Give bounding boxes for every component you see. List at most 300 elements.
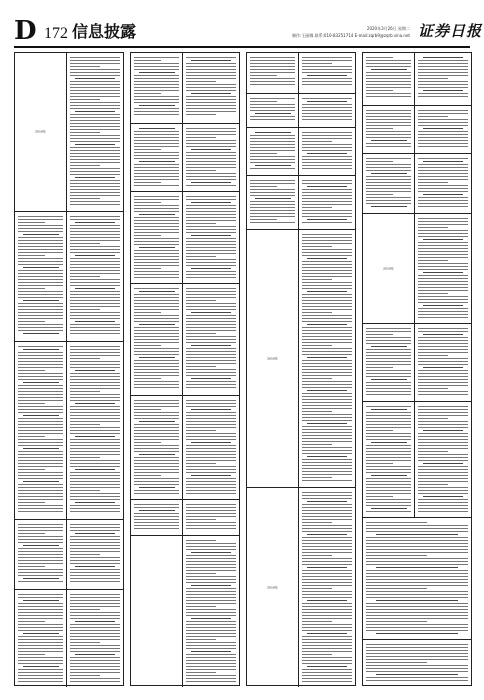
text-line bbox=[134, 81, 179, 82]
text-line bbox=[366, 549, 468, 550]
table-cell-content bbox=[299, 94, 355, 127]
text-line bbox=[191, 235, 231, 236]
text-line bbox=[250, 110, 295, 111]
text-line bbox=[134, 211, 179, 212]
text-line bbox=[366, 349, 411, 350]
text-line bbox=[302, 78, 352, 79]
text-line bbox=[134, 406, 179, 407]
text-line bbox=[18, 505, 63, 506]
text-line bbox=[302, 654, 332, 655]
text-line bbox=[134, 114, 179, 115]
text-line bbox=[366, 505, 411, 506]
text-line bbox=[302, 609, 352, 610]
text-line bbox=[423, 272, 463, 273]
text-line bbox=[366, 615, 468, 616]
text-line bbox=[18, 527, 63, 528]
text-line bbox=[302, 417, 352, 418]
text-line bbox=[134, 354, 179, 355]
text-line bbox=[302, 459, 352, 460]
text-line bbox=[307, 501, 347, 502]
text-line bbox=[134, 448, 179, 449]
text-line bbox=[418, 182, 448, 183]
text-line bbox=[134, 226, 179, 227]
text-line bbox=[134, 87, 179, 88]
text-line bbox=[418, 218, 468, 219]
text-line bbox=[18, 318, 63, 319]
text-line bbox=[186, 170, 216, 171]
text-line bbox=[18, 439, 63, 440]
text-line bbox=[418, 78, 448, 79]
text-line bbox=[366, 391, 411, 392]
table-row bbox=[363, 213, 471, 323]
text-line bbox=[186, 381, 236, 382]
text-line bbox=[18, 291, 63, 292]
text-line bbox=[418, 448, 468, 449]
text-line bbox=[70, 258, 120, 259]
text-line bbox=[186, 167, 236, 168]
table-row bbox=[363, 153, 471, 213]
text-line bbox=[134, 164, 179, 165]
text-line bbox=[18, 533, 45, 534]
text-line bbox=[302, 294, 352, 295]
text-line bbox=[70, 192, 120, 193]
text-line bbox=[366, 96, 411, 97]
text-line bbox=[418, 502, 468, 503]
text-line bbox=[18, 346, 63, 347]
text-line bbox=[70, 219, 120, 220]
column-4 bbox=[362, 52, 472, 686]
text-line bbox=[366, 552, 468, 553]
text-line bbox=[302, 672, 352, 673]
text-line bbox=[418, 505, 468, 506]
text-line bbox=[70, 84, 120, 85]
text-line bbox=[70, 216, 120, 217]
text-line bbox=[302, 471, 352, 472]
text-line bbox=[18, 385, 63, 386]
text-line bbox=[371, 508, 407, 509]
text-line bbox=[366, 421, 411, 422]
table-cell-label bbox=[363, 214, 415, 323]
text-line bbox=[18, 273, 63, 274]
text-line bbox=[366, 66, 411, 67]
text-line bbox=[75, 436, 115, 437]
text-line bbox=[18, 678, 63, 679]
text-line bbox=[418, 406, 468, 407]
text-line bbox=[302, 351, 352, 352]
text-line bbox=[302, 537, 352, 538]
text-line bbox=[423, 128, 463, 129]
text-line bbox=[250, 207, 295, 208]
column-2 bbox=[130, 52, 240, 686]
text-line bbox=[366, 469, 411, 470]
text-line bbox=[18, 554, 63, 555]
table-cell-label bbox=[247, 230, 299, 487]
text-line bbox=[186, 510, 236, 511]
text-line bbox=[186, 164, 236, 165]
text-line bbox=[302, 585, 352, 586]
text-line bbox=[70, 138, 120, 139]
text-line bbox=[366, 612, 468, 613]
text-line bbox=[302, 150, 352, 151]
text-line bbox=[23, 300, 59, 301]
text-line bbox=[70, 114, 120, 115]
text-line bbox=[302, 531, 352, 532]
text-line bbox=[18, 463, 63, 464]
text-line bbox=[366, 653, 468, 654]
contact-line: 制作:王丽娜 联系:010-83251714 E-mail:zqrb9@zqrb.sina.net bbox=[291, 33, 410, 38]
text-line bbox=[423, 194, 463, 195]
text-line bbox=[134, 60, 161, 61]
text-line bbox=[139, 161, 175, 162]
text-line bbox=[418, 343, 468, 344]
text-line bbox=[302, 303, 352, 304]
text-line bbox=[366, 573, 468, 574]
text-line bbox=[418, 170, 468, 171]
text-line bbox=[307, 456, 347, 457]
text-line bbox=[70, 511, 120, 512]
text-line bbox=[134, 445, 179, 446]
text-line bbox=[70, 126, 120, 127]
text-line bbox=[134, 327, 179, 328]
text-line bbox=[70, 560, 120, 561]
text-line bbox=[70, 487, 120, 488]
text-line bbox=[250, 75, 277, 76]
text-line bbox=[134, 93, 161, 94]
text-line bbox=[18, 231, 63, 232]
text-line bbox=[134, 484, 179, 485]
text-line bbox=[302, 189, 352, 190]
text-line bbox=[418, 311, 468, 312]
text-line bbox=[186, 519, 216, 520]
text-line bbox=[250, 210, 295, 211]
table-row bbox=[363, 323, 471, 401]
text-line bbox=[186, 152, 236, 153]
text-line bbox=[250, 101, 277, 102]
text-line bbox=[70, 186, 120, 187]
text-line bbox=[302, 192, 352, 193]
text-line bbox=[186, 140, 236, 141]
text-line bbox=[366, 128, 393, 129]
text-line bbox=[302, 273, 352, 274]
text-line bbox=[186, 672, 216, 673]
text-line bbox=[376, 633, 458, 634]
text-line bbox=[70, 303, 120, 304]
text-line bbox=[70, 102, 120, 103]
text-line bbox=[134, 475, 161, 476]
text-line bbox=[70, 545, 120, 546]
text-line bbox=[75, 288, 115, 289]
text-line bbox=[302, 144, 352, 145]
text-line bbox=[134, 235, 161, 236]
text-line bbox=[302, 582, 352, 583]
text-line bbox=[186, 102, 236, 103]
text-line bbox=[134, 69, 179, 70]
text-line bbox=[186, 247, 236, 248]
text-line bbox=[250, 104, 295, 105]
text-line bbox=[418, 328, 468, 329]
table-cell-content bbox=[183, 192, 239, 283]
text-line bbox=[18, 648, 63, 649]
masthead bbox=[0, 0, 484, 46]
text-line bbox=[134, 466, 179, 467]
text-line bbox=[186, 214, 236, 215]
text-line bbox=[139, 421, 175, 422]
text-line bbox=[366, 680, 468, 681]
text-line bbox=[139, 72, 175, 73]
text-line bbox=[366, 659, 468, 660]
text-line bbox=[418, 391, 468, 392]
text-line bbox=[70, 361, 120, 362]
text-line bbox=[70, 141, 120, 142]
text-line bbox=[70, 189, 120, 190]
table-cell-content bbox=[67, 342, 123, 519]
text-line bbox=[186, 196, 236, 197]
text-line bbox=[186, 185, 236, 186]
text-line bbox=[302, 606, 352, 607]
text-line bbox=[366, 355, 411, 356]
text-line bbox=[18, 421, 63, 422]
text-line bbox=[250, 183, 295, 184]
text-line bbox=[418, 284, 468, 285]
text-line bbox=[302, 648, 352, 649]
text-line bbox=[302, 636, 352, 637]
text-line bbox=[70, 279, 120, 280]
text-line bbox=[366, 158, 411, 159]
text-line bbox=[70, 548, 120, 549]
text-line bbox=[366, 606, 468, 607]
text-line bbox=[70, 636, 120, 637]
text-line bbox=[376, 534, 458, 535]
text-line bbox=[302, 387, 352, 388]
text-line bbox=[75, 144, 115, 145]
text-line bbox=[302, 345, 332, 346]
text-line bbox=[418, 60, 468, 61]
text-line bbox=[134, 442, 161, 443]
text-line bbox=[186, 244, 236, 245]
header-rule bbox=[14, 46, 470, 48]
text-line bbox=[134, 309, 179, 310]
table-cell-label bbox=[131, 53, 183, 123]
text-line bbox=[191, 345, 231, 346]
text-line bbox=[302, 624, 352, 625]
text-line bbox=[418, 418, 448, 419]
text-line bbox=[18, 609, 63, 610]
text-line bbox=[366, 194, 393, 195]
text-line bbox=[302, 426, 352, 427]
text-line bbox=[139, 510, 175, 511]
text-line bbox=[186, 639, 216, 640]
table-row bbox=[363, 53, 471, 105]
text-line bbox=[302, 588, 332, 589]
text-line bbox=[302, 675, 352, 676]
text-line bbox=[186, 642, 236, 643]
text-line bbox=[70, 129, 120, 130]
text-line bbox=[70, 424, 100, 425]
text-line bbox=[366, 460, 411, 461]
text-line bbox=[302, 249, 352, 250]
text-line bbox=[18, 219, 63, 220]
text-line bbox=[250, 201, 295, 202]
text-line bbox=[307, 186, 347, 187]
text-line bbox=[70, 153, 120, 154]
text-line bbox=[18, 563, 63, 564]
text-line bbox=[186, 75, 236, 76]
text-line bbox=[250, 78, 295, 79]
text-line bbox=[18, 397, 63, 398]
text-line bbox=[70, 291, 120, 292]
text-line bbox=[186, 146, 236, 147]
text-line bbox=[250, 144, 295, 145]
text-line bbox=[302, 645, 352, 646]
text-line bbox=[250, 150, 295, 151]
text-line bbox=[70, 132, 100, 133]
text-line bbox=[366, 334, 393, 335]
text-line bbox=[366, 466, 411, 467]
text-line bbox=[250, 180, 295, 181]
text-line bbox=[418, 346, 468, 347]
text-line bbox=[302, 270, 352, 271]
table-row bbox=[247, 175, 355, 229]
text-line bbox=[75, 654, 115, 655]
text-line bbox=[186, 137, 216, 138]
text-line bbox=[70, 421, 120, 422]
text-line bbox=[371, 409, 407, 410]
text-line bbox=[302, 384, 352, 385]
text-line bbox=[302, 110, 352, 111]
text-line bbox=[302, 210, 352, 211]
text-line bbox=[302, 342, 352, 343]
text-line bbox=[186, 490, 236, 491]
text-line bbox=[134, 185, 179, 186]
text-line bbox=[70, 69, 120, 70]
text-line bbox=[302, 375, 352, 376]
table-cell-label bbox=[363, 324, 415, 401]
text-line bbox=[134, 493, 179, 494]
text-line bbox=[134, 366, 179, 367]
text-line bbox=[302, 261, 352, 262]
text-line bbox=[307, 75, 347, 76]
text-line bbox=[139, 214, 175, 215]
text-line bbox=[70, 270, 120, 271]
text-line bbox=[366, 60, 411, 61]
text-line bbox=[302, 525, 352, 526]
text-line bbox=[134, 241, 179, 242]
text-line bbox=[302, 300, 352, 301]
text-line bbox=[70, 273, 120, 274]
text-line bbox=[418, 179, 468, 180]
text-line bbox=[191, 409, 231, 410]
text-line bbox=[250, 156, 295, 157]
text-line bbox=[418, 314, 468, 315]
text-line bbox=[186, 681, 236, 682]
text-line bbox=[186, 84, 236, 85]
text-line bbox=[134, 415, 179, 416]
text-line bbox=[70, 385, 120, 386]
text-line bbox=[302, 540, 352, 541]
text-line bbox=[186, 645, 236, 646]
text-line bbox=[75, 78, 115, 79]
text-line bbox=[134, 528, 179, 529]
text-line bbox=[302, 453, 352, 454]
text-line bbox=[70, 379, 120, 380]
text-line bbox=[302, 558, 352, 559]
text-line bbox=[186, 597, 236, 598]
text-line bbox=[366, 618, 468, 619]
text-line bbox=[134, 149, 161, 150]
text-line bbox=[134, 176, 179, 177]
text-line bbox=[418, 487, 468, 488]
text-line bbox=[70, 445, 120, 446]
table-cell-content bbox=[363, 518, 471, 639]
text-line bbox=[366, 454, 411, 455]
text-line bbox=[250, 153, 277, 154]
text-line bbox=[70, 563, 120, 564]
text-line bbox=[366, 415, 411, 416]
text-line bbox=[302, 510, 352, 511]
text-line bbox=[75, 469, 115, 470]
table-row bbox=[363, 639, 471, 687]
text-line bbox=[18, 606, 63, 607]
text-line bbox=[186, 179, 236, 180]
text-line bbox=[70, 162, 120, 163]
text-line bbox=[18, 487, 63, 488]
text-line bbox=[366, 656, 468, 657]
table-row bbox=[247, 487, 355, 687]
text-line bbox=[250, 116, 295, 117]
text-line bbox=[18, 376, 63, 377]
text-line bbox=[366, 164, 411, 165]
text-line bbox=[70, 252, 120, 253]
text-line bbox=[250, 119, 295, 120]
text-line bbox=[70, 409, 120, 410]
table-cell-label bbox=[131, 500, 183, 535]
text-line bbox=[70, 451, 120, 452]
text-line bbox=[302, 576, 352, 577]
text-line bbox=[70, 198, 100, 199]
text-line bbox=[302, 312, 332, 313]
text-line bbox=[186, 354, 236, 355]
text-line bbox=[250, 189, 295, 190]
text-line bbox=[70, 457, 100, 458]
text-line bbox=[302, 411, 332, 412]
text-line bbox=[366, 493, 411, 494]
text-line bbox=[70, 72, 120, 73]
page-number: 172 bbox=[44, 25, 68, 42]
text-line bbox=[18, 603, 63, 604]
text-line bbox=[366, 116, 411, 117]
text-line bbox=[18, 309, 63, 310]
text-line bbox=[70, 415, 120, 416]
column-3 bbox=[246, 52, 356, 686]
text-line bbox=[18, 612, 63, 613]
text-line bbox=[302, 360, 352, 361]
text-line bbox=[18, 460, 63, 461]
text-line bbox=[418, 260, 448, 261]
text-line bbox=[423, 367, 463, 368]
text-line bbox=[186, 579, 236, 580]
table-cell-content bbox=[67, 590, 123, 687]
text-line bbox=[186, 99, 236, 100]
text-line bbox=[307, 101, 347, 102]
text-line bbox=[134, 315, 179, 316]
text-line bbox=[134, 152, 179, 153]
text-line bbox=[18, 478, 63, 479]
text-line bbox=[302, 414, 352, 415]
text-line bbox=[18, 352, 63, 353]
text-line bbox=[186, 327, 236, 328]
text-line bbox=[302, 168, 352, 169]
text-line bbox=[134, 381, 179, 382]
